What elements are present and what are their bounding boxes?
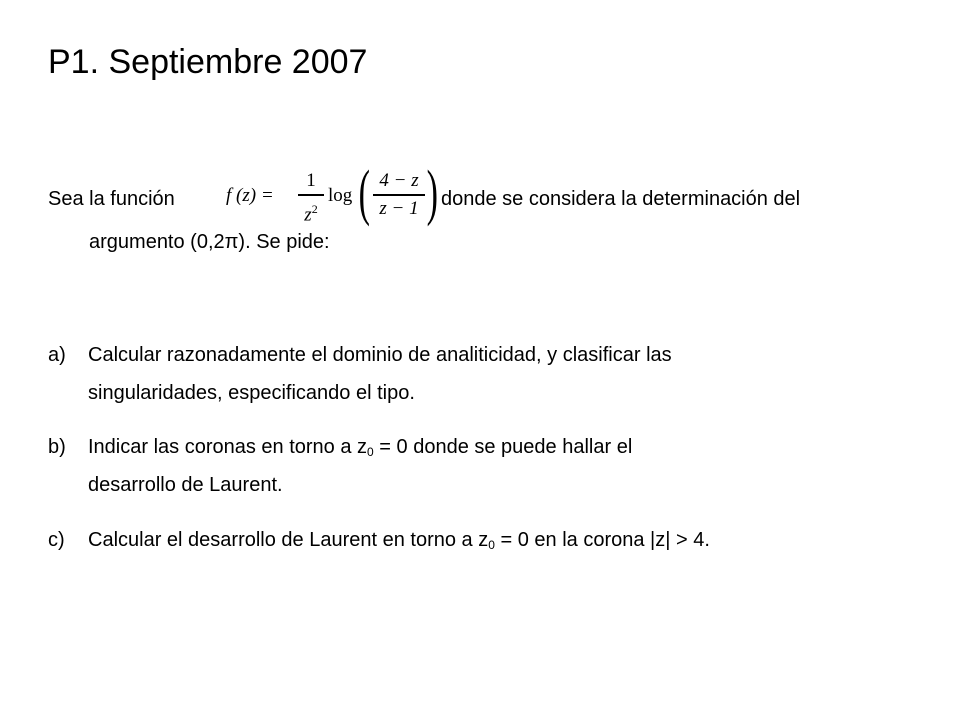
item-line-post: = 0 donde se puede hallar el [373,436,633,458]
denominator-base: z [304,203,312,225]
function-formula [226,159,440,234]
argument-denominator: z − 1 [379,197,419,219]
right-paren: ) [426,159,439,227]
slide-title: P1. Septiembre 2007 [48,43,368,81]
item-text [88,428,928,504]
subscript: 0 [488,538,495,552]
item-label: b) [48,436,66,458]
subscript: 0 [367,445,374,459]
fraction-numerator: 1 [306,170,316,191]
formula-fraction [298,170,324,226]
argument-numerator: 4 − z [379,170,419,191]
intro-line-2: argumento (0,2π). Se pide: [89,231,330,253]
item-line: Calcular razonadamente el dominio de analiticidad, y clasificar las [88,344,672,366]
denominator-exponent: 2 [311,201,318,216]
item-label: a) [48,344,66,366]
item-line-post: = 0 en la corona |z| > 4. [494,529,710,551]
item-label: c) [48,529,65,551]
item-line-pre: Calcular el desarrollo de Laurent en torno a z [88,529,489,551]
formula-lhs: f (z) = [226,185,274,206]
intro-suffix: donde se considera la determinación del [441,188,801,210]
item-line: desarrollo de Laurent. [88,474,283,496]
item-text [88,336,928,412]
argument-fraction-bar [373,194,425,196]
fraction-denominator [298,198,324,226]
log-argument-fraction [373,170,425,220]
left-paren: ( [358,159,371,227]
item-line-pre: Indicar las coronas en torno a z [88,436,368,458]
intro-prefix: Sea la función [48,188,175,210]
item-line: singularidades, especificando el tipo. [88,382,415,404]
fraction-bar [298,194,324,196]
item-line [88,521,928,559]
item-line [88,428,928,466]
formula-log: log [328,185,353,206]
item-text [88,521,928,559]
